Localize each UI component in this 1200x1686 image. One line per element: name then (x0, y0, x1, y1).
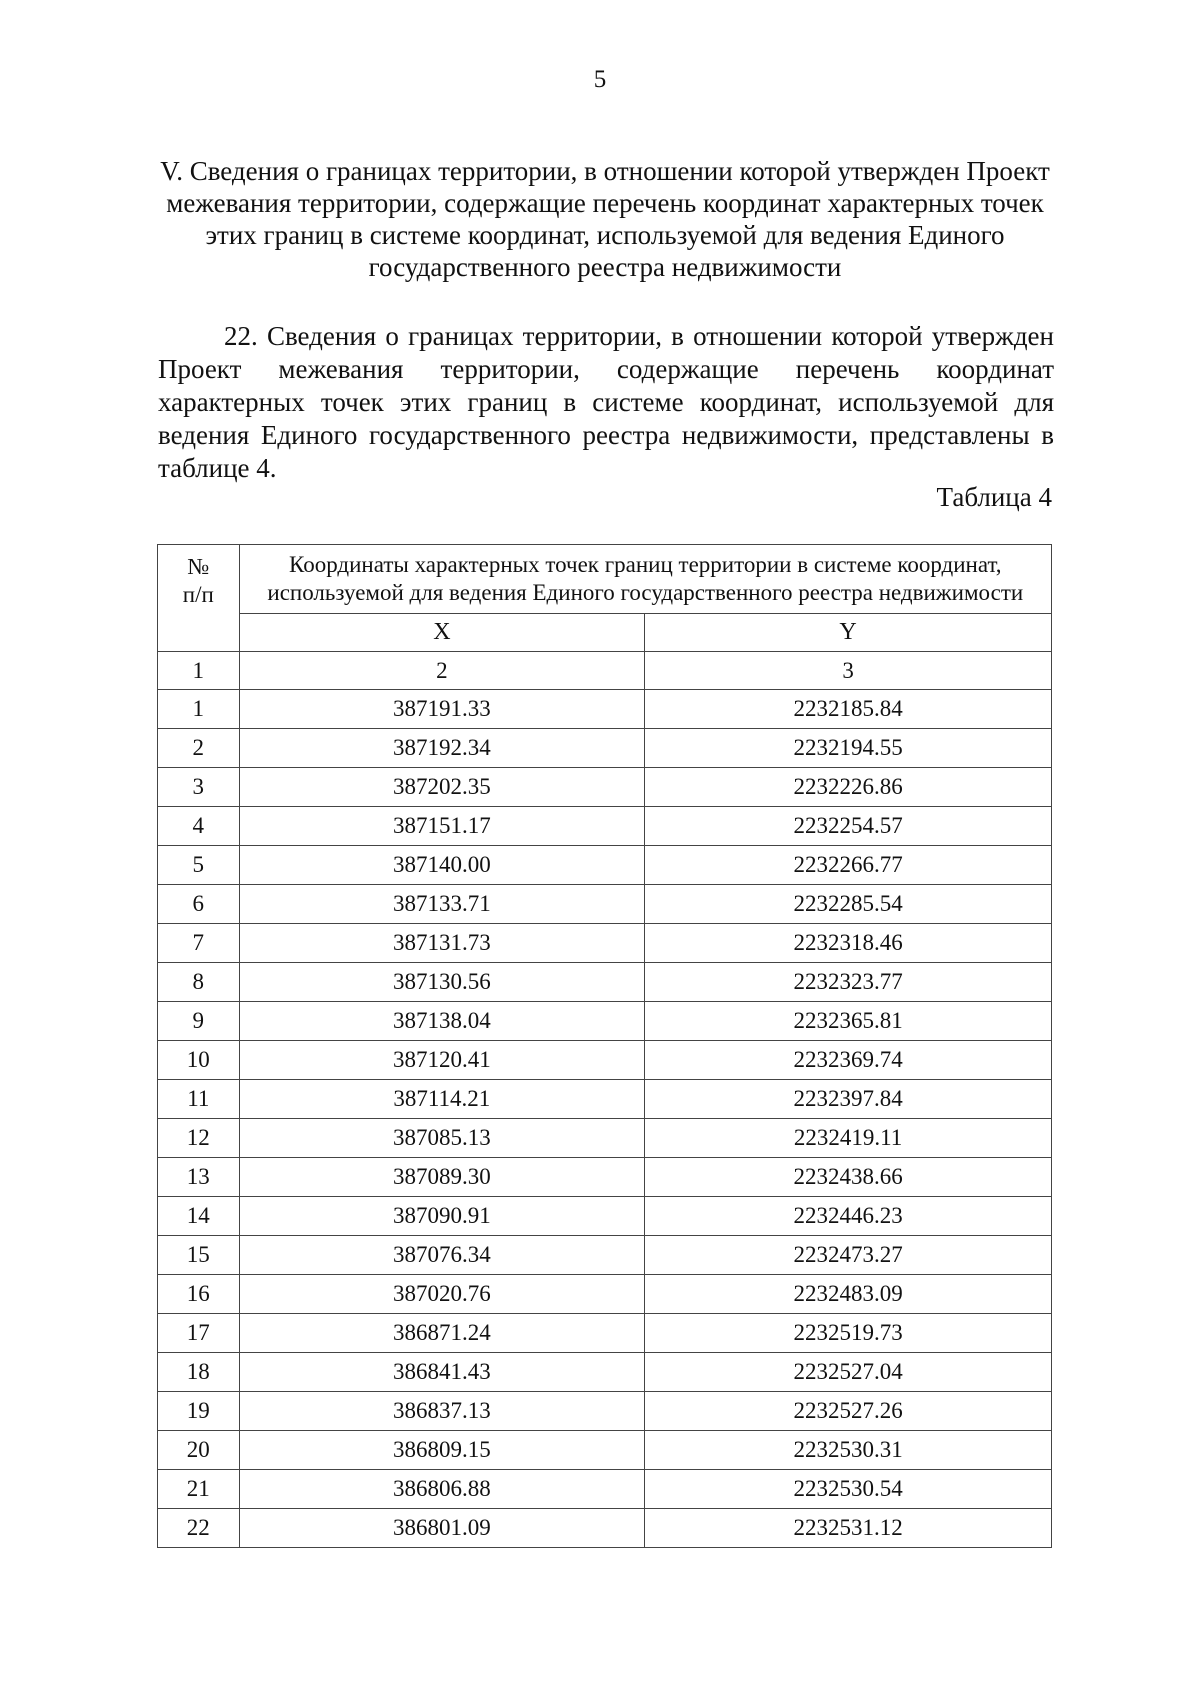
table-row (158, 1275, 1052, 1314)
header-coordinates-line2: используемой для ведения Единого государственного реестра недвижимости (267, 580, 1024, 605)
table-row (158, 1314, 1052, 1353)
y-coordinate-cell: 2232266.77 (645, 846, 1052, 885)
table-row (158, 846, 1052, 885)
table-row (158, 768, 1052, 807)
column-index-2: 2 (239, 652, 645, 690)
x-coordinate-cell: 387151.17 (239, 807, 645, 846)
y-coordinate-cell: 2232483.09 (645, 1275, 1052, 1314)
x-coordinate-cell: 386837.13 (239, 1392, 645, 1431)
y-coordinate-cell: 2232185.84 (645, 690, 1052, 729)
table-row (158, 1236, 1052, 1275)
table-row (158, 729, 1052, 768)
x-coordinate-cell: 387020.76 (239, 1275, 645, 1314)
x-coordinate-cell: 386806.88 (239, 1470, 645, 1509)
section-title: V. Сведения о границах территории, в отношении которой утвержден Проект межевания территории, содержащие перечень координат характерных точек этих границ в системе координат, используемой для ведения Единого государственного реестра недвижимости (160, 156, 1050, 282)
header-coordinates-line1: Координаты характерных точек границ территории в системе координат, (289, 552, 1002, 577)
table-row (158, 1002, 1052, 1041)
x-coordinate-cell: 387085.13 (239, 1119, 645, 1158)
y-coordinate-cell: 2232285.54 (645, 885, 1052, 924)
table-row (158, 1470, 1052, 1509)
row-number-cell: 5 (158, 846, 240, 885)
y-coordinate-cell: 2232419.11 (645, 1119, 1052, 1158)
y-coordinate-cell: 2232530.54 (645, 1470, 1052, 1509)
row-number-cell: 15 (158, 1236, 240, 1275)
x-coordinate-cell: 387192.34 (239, 729, 645, 768)
y-coordinate-cell: 2232531.12 (645, 1509, 1052, 1548)
table-header (158, 545, 1052, 690)
row-number-cell: 21 (158, 1470, 240, 1509)
header-y: Y (645, 614, 1052, 652)
header-number-symbol: № (187, 554, 210, 579)
table-row (158, 1431, 1052, 1470)
column-index-1: 1 (158, 652, 240, 690)
row-number-cell: 6 (158, 885, 240, 924)
x-coordinate-cell: 387114.21 (239, 1080, 645, 1119)
table-row (158, 1197, 1052, 1236)
y-coordinate-cell: 2232369.74 (645, 1041, 1052, 1080)
table-row (158, 885, 1052, 924)
column-index-3: 3 (645, 652, 1052, 690)
table-row (158, 1119, 1052, 1158)
x-coordinate-cell: 386841.43 (239, 1353, 645, 1392)
page-number: 5 (593, 66, 607, 93)
row-number-cell: 17 (158, 1314, 240, 1353)
row-number-cell: 4 (158, 807, 240, 846)
row-number-cell: 8 (158, 963, 240, 1002)
row-number-cell: 9 (158, 1002, 240, 1041)
table-row (158, 1080, 1052, 1119)
x-coordinate-cell: 386871.24 (239, 1314, 645, 1353)
y-coordinate-cell: 2232446.23 (645, 1197, 1052, 1236)
row-number-cell: 2 (158, 729, 240, 768)
table-row (158, 1509, 1052, 1548)
body-paragraph: 22. Сведения о границах территории, в отношении которой утвержден Проект межевания территории, содержащие перечень координат характерных точек этих границ в системе координат, используемой для ведения Единого государственного реестра недвижимости, представлены в таблице 4. (158, 321, 1054, 483)
row-number-cell: 13 (158, 1158, 240, 1197)
y-coordinate-cell: 2232438.66 (645, 1158, 1052, 1197)
row-number-cell: 18 (158, 1353, 240, 1392)
y-coordinate-cell: 2232530.31 (645, 1431, 1052, 1470)
y-coordinate-cell: 2232318.46 (645, 924, 1052, 963)
row-number-cell: 10 (158, 1041, 240, 1080)
header-number-cell (158, 545, 240, 652)
x-coordinate-cell: 387090.91 (239, 1197, 645, 1236)
x-coordinate-cell: 387202.35 (239, 768, 645, 807)
x-coordinate-cell: 387131.73 (239, 924, 645, 963)
x-coordinate-cell: 387191.33 (239, 690, 645, 729)
y-coordinate-cell: 2232254.57 (645, 807, 1052, 846)
x-coordinate-cell: 387138.04 (239, 1002, 645, 1041)
row-number-cell: 11 (158, 1080, 240, 1119)
header-x: X (239, 614, 645, 652)
table-caption: Таблица 4 (936, 482, 1052, 512)
table-row (158, 690, 1052, 729)
x-coordinate-cell: 387133.71 (239, 885, 645, 924)
y-coordinate-cell: 2232194.55 (645, 729, 1052, 768)
x-coordinate-cell: 387120.41 (239, 1041, 645, 1080)
row-number-cell: 20 (158, 1431, 240, 1470)
table-row (158, 1158, 1052, 1197)
table-row (158, 1353, 1052, 1392)
column-index-row (158, 652, 1052, 690)
table-row (158, 1041, 1052, 1080)
row-number-cell: 7 (158, 924, 240, 963)
row-number-cell: 1 (158, 690, 240, 729)
row-number-cell: 14 (158, 1197, 240, 1236)
x-coordinate-cell: 386809.15 (239, 1431, 645, 1470)
x-coordinate-cell: 387089.30 (239, 1158, 645, 1197)
header-number-abbrev: п/п (182, 582, 214, 607)
table-row (158, 924, 1052, 963)
y-coordinate-cell: 2232527.26 (645, 1392, 1052, 1431)
x-coordinate-cell: 387130.56 (239, 963, 645, 1002)
x-coordinate-cell: 387140.00 (239, 846, 645, 885)
row-number-cell: 3 (158, 768, 240, 807)
coordinates-table (157, 544, 1052, 1548)
row-number-cell: 19 (158, 1392, 240, 1431)
table-row (158, 963, 1052, 1002)
y-coordinate-cell: 2232519.73 (645, 1314, 1052, 1353)
y-coordinate-cell: 2232323.77 (645, 963, 1052, 1002)
y-coordinate-cell: 2232527.04 (645, 1353, 1052, 1392)
x-coordinate-cell: 387076.34 (239, 1236, 645, 1275)
y-coordinate-cell: 2232365.81 (645, 1002, 1052, 1041)
header-coordinates-cell (239, 545, 1051, 614)
table-row (158, 1392, 1052, 1431)
y-coordinate-cell: 2232226.86 (645, 768, 1052, 807)
x-coordinate-cell: 386801.09 (239, 1509, 645, 1548)
table-row (158, 807, 1052, 846)
y-coordinate-cell: 2232397.84 (645, 1080, 1052, 1119)
y-coordinate-cell: 2232473.27 (645, 1236, 1052, 1275)
row-number-cell: 12 (158, 1119, 240, 1158)
row-number-cell: 16 (158, 1275, 240, 1314)
table-body (158, 690, 1052, 1548)
row-number-cell: 22 (158, 1509, 240, 1548)
